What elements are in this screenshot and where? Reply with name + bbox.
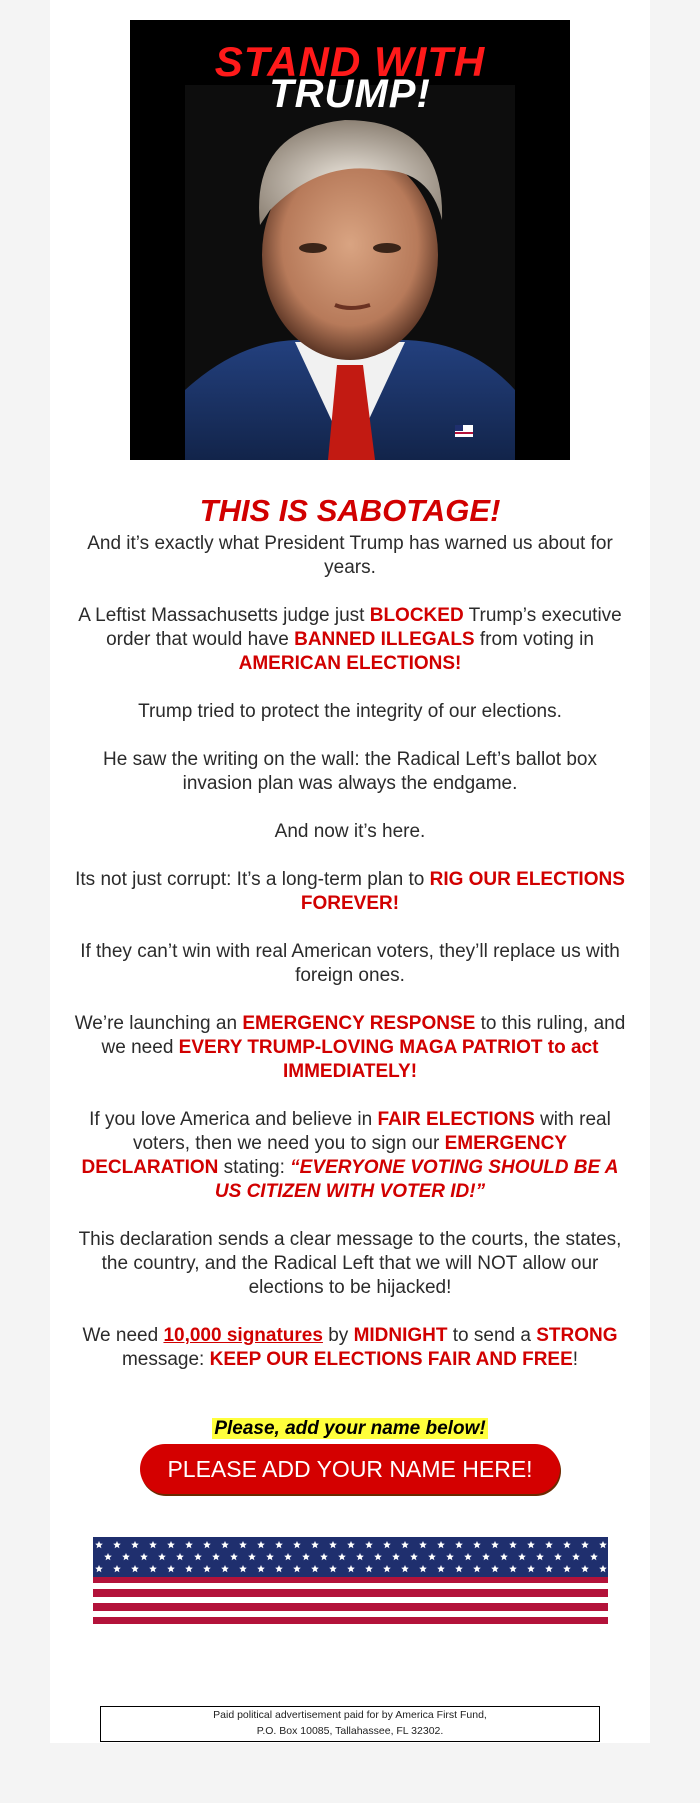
hero-image xyxy=(130,20,570,460)
ask-label: Please, add your name below! xyxy=(214,1418,486,1439)
paragraph-5: And now it’s here. xyxy=(274,821,426,842)
paid-disclaimer xyxy=(100,1706,600,1742)
hero-title-line1: STAND WITH xyxy=(214,38,486,85)
paragraph-11: We need 10,000 signatures by MIDNIGHT to send a STRONG message: KEEP OUR ELECTIONS FAIR AND FREE! xyxy=(82,1325,618,1370)
flag-pin-icon xyxy=(455,425,473,437)
paragraph-4: He saw the writing on the wall: the Radical Left’s ballot box invasion plan was always the endgame. xyxy=(103,749,597,794)
paragraph-3: Trump tried to protect the integrity of our elections. xyxy=(138,701,562,722)
add-name-button[interactable]: PLEASE ADD YOUR NAME HERE! xyxy=(140,1444,560,1494)
paragraph-1: And it’s exactly what President Trump has warned us about for years. xyxy=(87,533,613,578)
body-copy xyxy=(70,532,630,1396)
paragraph-9: If you love America and believe in FAIR ELECTIONS with real voters, then we need you to sign our EMERGENCY DECLARATION stating: “EVERYONE VOTING SHOULD BE A US CITIZEN WITH VOTER ID!” xyxy=(81,1109,619,1202)
signatures-link[interactable]: 10,000 signatures xyxy=(163,1325,323,1346)
paragraph-10: This declaration sends a clear message to the courts, the states, the country, and the Radical Left that we will NOT allow our elections to be hijacked! xyxy=(78,1229,622,1298)
paragraph-7: If they can’t win with real American voters, they’ll replace us with foreign ones. xyxy=(80,941,620,986)
paragraph-6: Its not just corrupt: It’s a long-term plan to RIG OUR ELECTIONS FOREVER! xyxy=(75,869,625,914)
paragraph-2: A Leftist Massachusetts judge just BLOCKED Trump’s executive order that would have BANNED ILLEGALS from voting in AMERICAN ELECTIONS! xyxy=(78,605,622,674)
hero-title-line2: TRUMP! xyxy=(269,72,431,116)
flag-banner-icon xyxy=(93,1537,608,1624)
email-card xyxy=(50,0,650,1743)
paragraph-8: We’re launching an EMERGENCY RESPONSE to this ruling, and we need EVERY TRUMP-LOVING MAGA PATRIOT to act IMMEDIATELY! xyxy=(74,1013,626,1082)
disclaimer-line-1: Paid political advertisement paid for by America First Fund, xyxy=(213,1709,487,1721)
ask-prompt xyxy=(50,1418,650,1440)
headline: THIS IS SABOTAGE! xyxy=(199,493,501,528)
disclaimer-line-2: P.O. Box 10085, Tallahassee, FL 32302. xyxy=(256,1725,444,1737)
